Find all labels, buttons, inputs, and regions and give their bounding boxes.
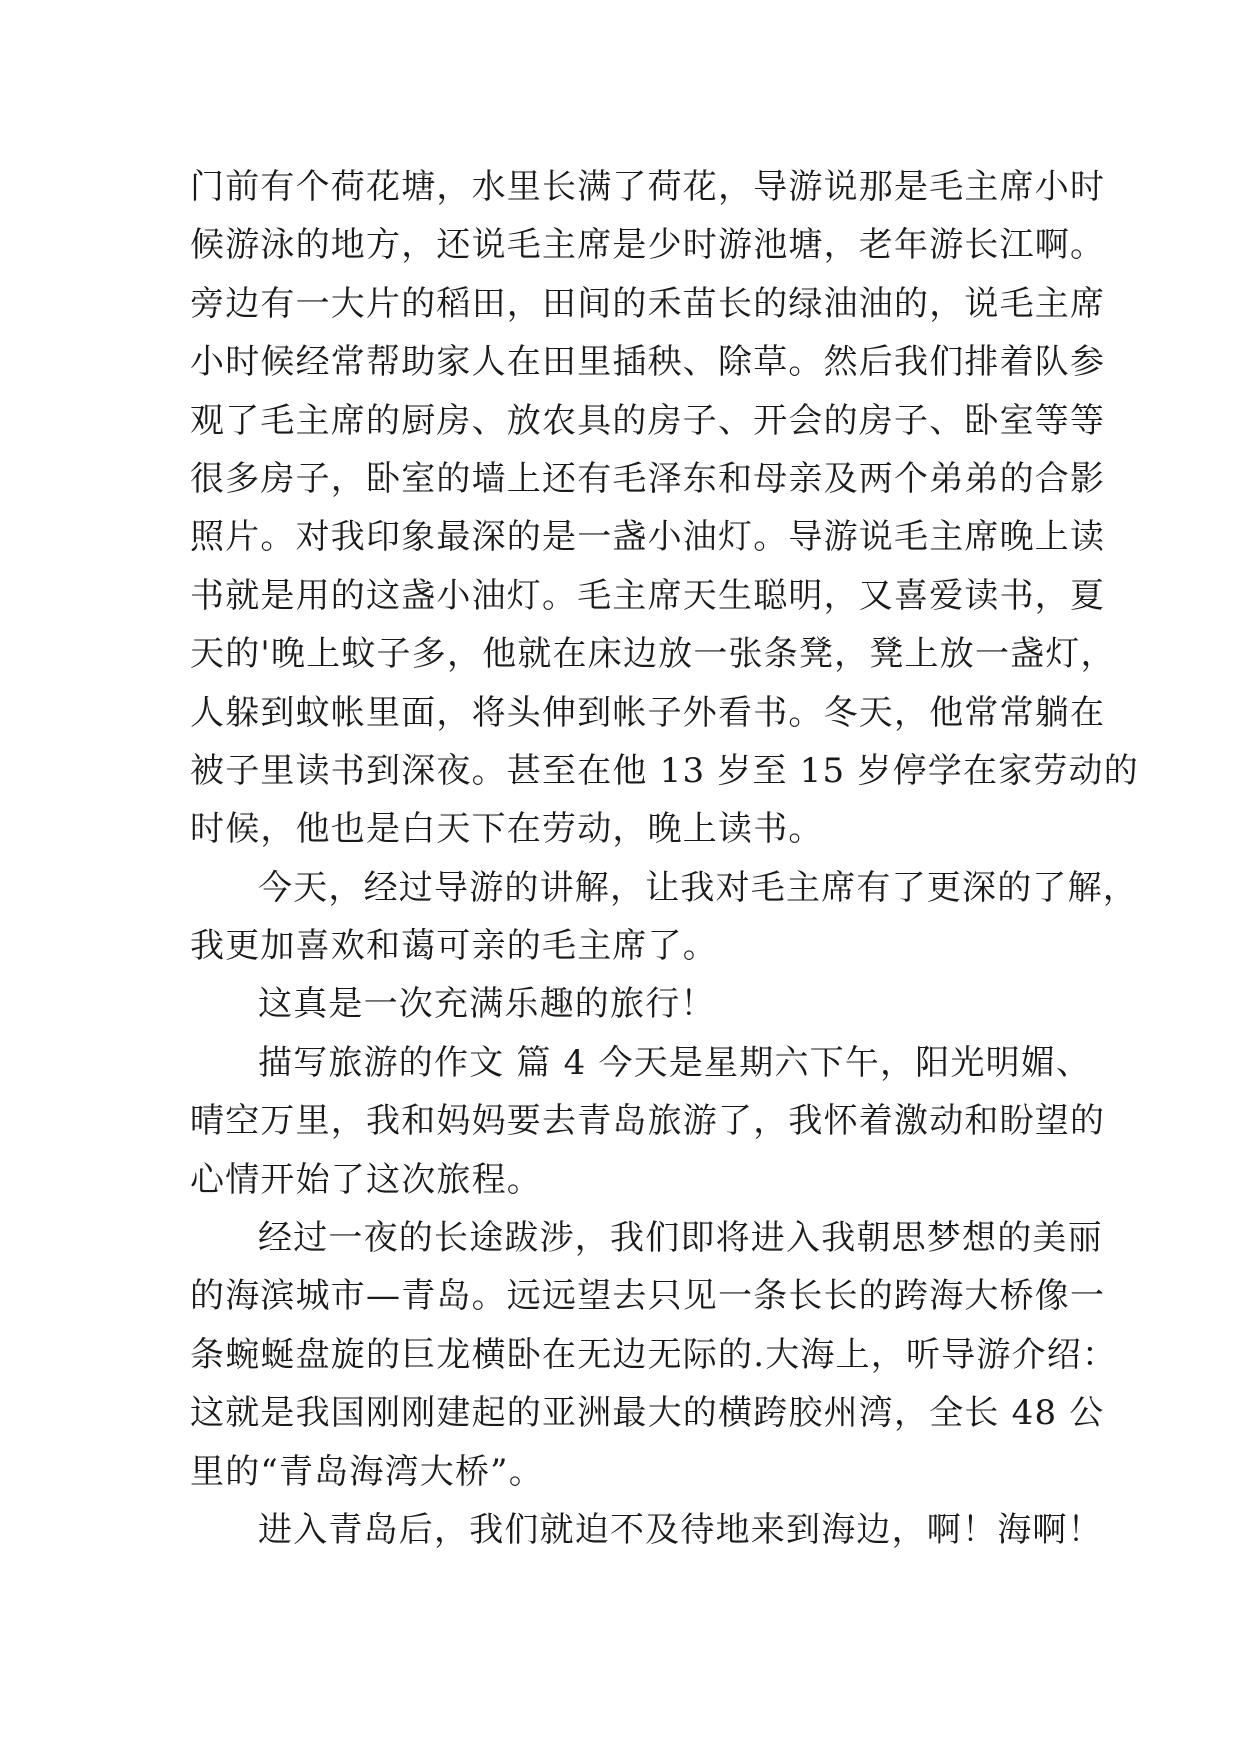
text-line: 的海滨城市—青岛。远远望去只见一条长长的跨海大桥像一 [190, 1276, 1106, 1317]
text-line: 书就是用的这盏小油灯。毛主席天生聪明，又喜爱读书，夏 [190, 575, 1106, 616]
text-line: 很多房子，卧室的墙上还有毛泽东和母亲及两个弟弟的合影 [190, 458, 1106, 499]
text-line: 我更加喜欢和蔼可亲的毛主席了。 [190, 926, 718, 967]
text-line: 观了毛主席的厨房、放农具的房子、开会的房子、卧室等等 [190, 400, 1106, 441]
text-line: 这就是我国刚刚建起的亚洲最大的横跨胶州湾，全长 48 公 [190, 1393, 1105, 1434]
text-line: 里的“青岛海湾大桥”。 [190, 1451, 544, 1492]
text-line: 候游泳的地方，还说毛主席是少时游池塘，老年游长江啊。 [190, 225, 1106, 266]
text-line: 晴空万里，我和妈妈要去青岛旅游了，我怀着激动和盼望的 [190, 1101, 1106, 1142]
text-line: 心情开始了这次旅程。 [190, 1159, 542, 1200]
text-line: 时候，他也是白天下在劳动，晚上读书。 [190, 809, 824, 850]
section-heading-line: 描写旅游的作文 篇 4 今天是星期六下午，阳光明媚、 [258, 1042, 1092, 1083]
paragraph-start-line: 经过一夜的长途跋涉，我们即将进入我朝思梦想的美丽 [258, 1218, 1103, 1259]
paragraph-start-line: 进入青岛后，我们就迫不及待地来到海边，啊！海啊！ [258, 1509, 1103, 1550]
paragraph-start-line: 今天，经过导游的讲解，让我对毛主席有了更深的了解， [258, 867, 1138, 908]
text-line: 条蜿蜒盘旋的巨龙横卧在无边无际的.大海上，听导游介绍： [190, 1334, 1118, 1375]
text-line: 照片。对我印象最深的是一盏小油灯。导游说毛主席晚上读 [190, 517, 1106, 558]
text-line: 小时候经常帮助家人在田里插秧、除草。然后我们排着队参 [190, 342, 1106, 383]
text-line: 门前有个荷花塘，水里长满了荷花，导游说那是毛主席小时 [190, 167, 1106, 207]
body-text [190, 158, 1139, 1559]
paragraph-start-line: 这真是一次充满乐趣的旅行！ [258, 984, 716, 1025]
text-line: 旁边有一大片的稻田，田间的禾苗长的绿油油的，说毛主席 [190, 283, 1106, 324]
text-line: 人躲到蚊帐里面，将头伸到帐子外看书。冬天，他常常躺在 [190, 692, 1106, 733]
text-line: 被子里读书到深夜。甚至在他 13 岁至 15 岁停学在家劳动的 [190, 750, 1139, 791]
text-line: 天的'晚上蚊子多，他就在床边放一张条凳，凳上放一盏灯， [190, 634, 1116, 675]
